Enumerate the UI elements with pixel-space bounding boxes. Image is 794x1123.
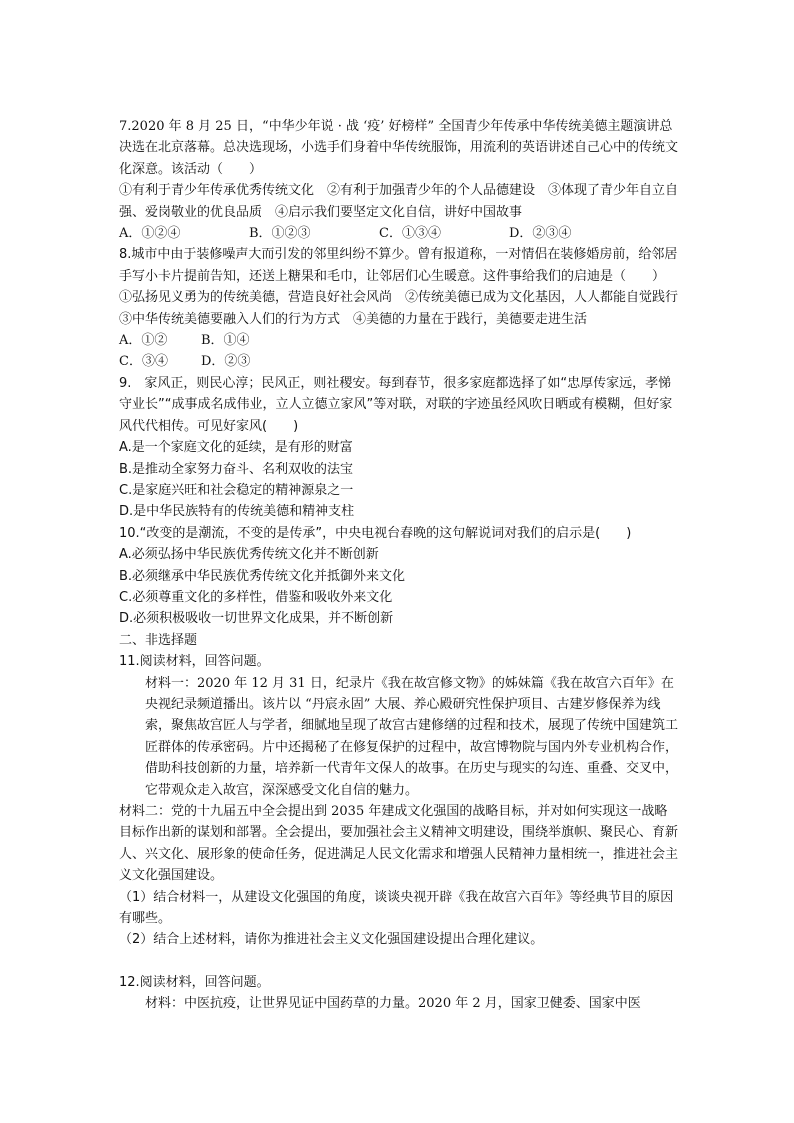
question-12 [119, 972, 679, 1015]
question-7 [119, 116, 679, 244]
option-d: D.是中华民族特有的传统美德和精神支柱 [119, 504, 355, 520]
option-b: B．①②③ [249, 226, 311, 242]
option-a: A．①②④ [119, 226, 181, 242]
option-c: C．①③④ [379, 226, 441, 242]
option-a: A.必须弘扬中华民族优秀传统文化并不断创新 [119, 547, 379, 563]
question-stem: 11.阅读材料，回答问题。 [119, 654, 270, 670]
option-b: B.是推动全家努力奋斗、名利双收的法宝 [119, 461, 354, 477]
option-c: C.必须尊重文化的多样性，借鉴和吸收外来文化 [119, 589, 393, 605]
option-d: D．②③④ [509, 226, 572, 242]
question-10 [119, 523, 679, 630]
question-9 [119, 373, 679, 523]
option-row [119, 330, 679, 351]
option-row [119, 223, 679, 244]
question-stem: 8.城市中由于装修噪声大而引发的邻里纠纷不算少。曾有报道称，一对情侣在装修婚房前，给邻居手写小卡片提前告知，还送上糖果和毛巾，让邻居们心生暖意。这件事给我们的启迪是（ ） [119, 247, 678, 284]
option-b: B．①④ [201, 333, 250, 349]
option-c: C.是家庭兴旺和社会稳定的精神源泉之一 [119, 482, 354, 498]
option-c: C．③④ [119, 354, 168, 370]
question-11 [119, 651, 679, 951]
material-one: 材料一：2020 年 12 月 31 日，纪录片《我在故宫修文物》的姊妹篇《我在故宫六百年》在央视纪录频道播出。该片以 “丹宸永固” 大展、养心殿研究性保护项目、古建岁修保养为线索，聚焦故宫匠人与学者，细腻地呈现了故宫古建修缮的过程和技术，展现了传统中国建筑工匠群体的传承密码。片中还揭秘了在修复保护的过程中，故宫博物院与国内外专业机构合作，借助科技创新的力量，培养新一代青年文保人的故事。在历史与现实的勾连、重叠、交叉中，它带观众走入故宫，深深感受文化自信的魅力。 [145, 675, 679, 798]
sub-question-1: （1）结合材料一，从建设文化强国的角度，谈谈央视开辟《我在故宫六百年》等经典节目的原因有哪些。 [119, 889, 674, 927]
question-items: ①有利于青少年传承优秀传统文化 ②有利于加强青少年的个人品德建设 ③体现了青少年自立自强、爱岗敬业的优良品质 ④启示我们要坚定文化自信，讲好中国故事 [119, 183, 679, 220]
material-two: 材料二：党的十九届五中全会提出到 2035 年建成文化强国的战略目标，并对如何实现这一战略目标作出新的谋划和部署。全会提出，要加强社会主义精神文明建设，围绕举旗帜、聚民心、育新人、兴文化、展形象的使命任务，促进满足人民文化需求和增强人民精神力量相统一，推进社会主义文化强国建设。 [119, 804, 679, 884]
question-stem: 10.“改变的是潮流，不变的是传承”，中央电视台春晚的这句解说词对我们的启示是( ) [119, 525, 632, 541]
material: 材料：中医抗疫，让世界见证中国药草的力量。2020 年 2 月，国家卫健委、国家中医 [145, 996, 641, 1012]
document-page [119, 116, 692, 1015]
section-heading: 二、非选择题 [119, 632, 198, 648]
option-d: D．②③ [201, 354, 251, 370]
option-d: D.必须积极吸收一切世界文化成果，并不断创新 [119, 611, 394, 627]
option-b: B.必须继承中华民族优秀传统文化并抵御外来文化 [119, 568, 406, 584]
question-8 [119, 244, 692, 372]
option-a: A．①② [119, 333, 168, 349]
question-items: ①弘扬见义勇为的传统美德，营造良好社会风尚 ②传统美德已成为文化基因，人人都能自觉践行 ③中华传统美德要融入人们的行为方式 ④美德的力量在于践行，美德要走进生活 [119, 290, 692, 327]
spacer [119, 951, 679, 972]
option-row [119, 351, 679, 372]
question-stem: 7.2020 年 8 月 25 日，“中华少年说 · 战 ‘疫’ 好榜样” 全国青少年传承中华传统美德主题演讲总决选在北京落幕。总决选现场，小选手们身着中华传统服饰，用流利的英语讲述自己心中的传统文化深意。该活动（ ） [119, 119, 679, 177]
question-stem: 9. 家风正，则民心淳；民风正，则社稷安。每到春节，很多家庭都选择了如“忠厚传家远，孝悌守业长”“成事成名成伟业，立人立德立家风”等对联，对联的字迹虽经风吹日晒或有模糊，但好家风代代相传。可见好家风( ) [119, 375, 673, 434]
option-a: A.是一个家庭文化的延续，是有形的财富 [119, 440, 353, 456]
sub-question-2: （2）结合上述材料，请你为推进社会主义文化强国建设提出合理化建议。 [119, 932, 544, 948]
question-stem: 12.阅读材料，回答问题。 [119, 974, 270, 990]
